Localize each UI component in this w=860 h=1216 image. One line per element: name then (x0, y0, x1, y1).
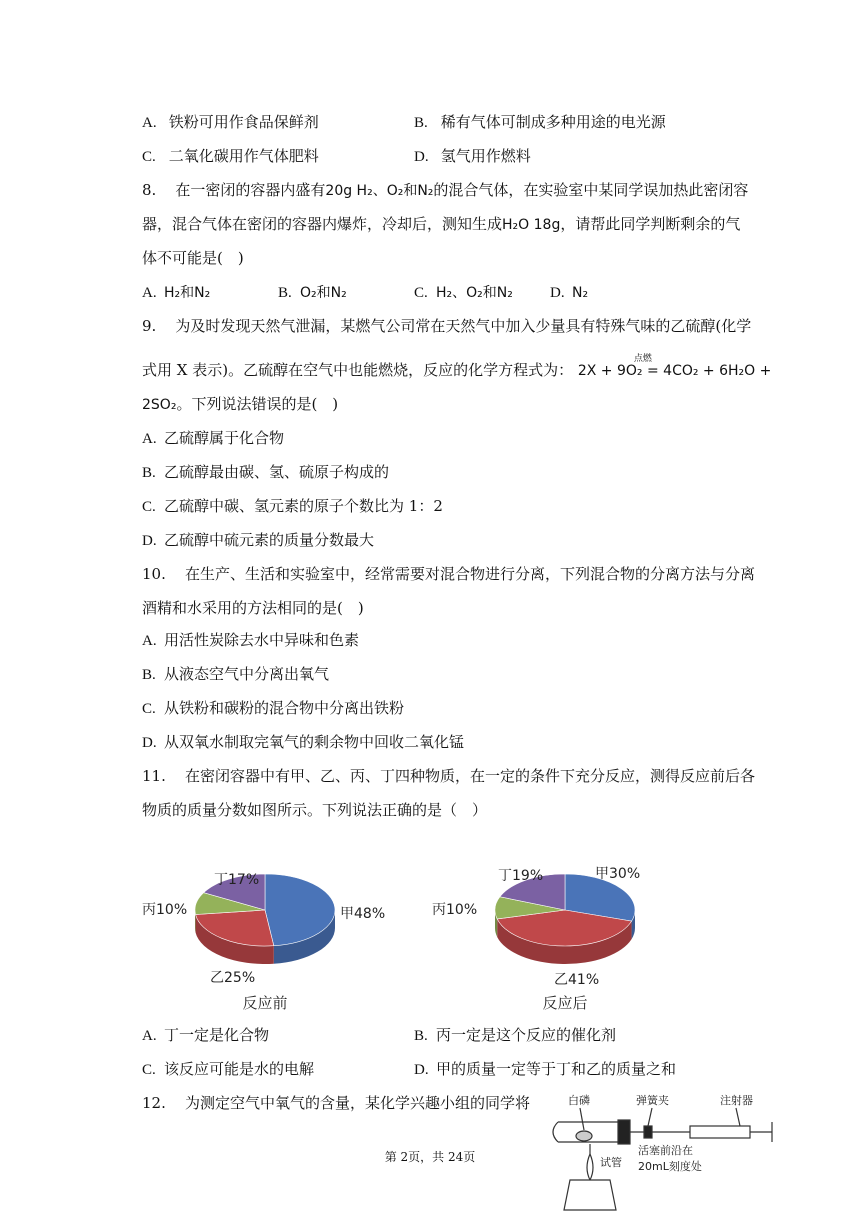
q9-equation-condition: 点燃 (633, 354, 652, 364)
q8-stem-line2 (142, 214, 740, 235)
option-label: D. (414, 1062, 429, 1078)
q9-option-a (142, 428, 284, 449)
option-label: A. (142, 115, 157, 131)
pointer-line (580, 1108, 584, 1130)
q11-option-b-text: 丙一定是这个反应的催化剂 (436, 1026, 617, 1044)
q11-option-d-text: 甲的质量一定等于丁和乙的质量之和 (436, 1060, 677, 1078)
pie-label-丁: 丁19% (498, 868, 544, 884)
q11-pie-charts (130, 850, 670, 1020)
label-piston-note-2: 20mL刻度处 (638, 1160, 702, 1173)
q8-option-c (414, 282, 513, 303)
option-label: D. (142, 533, 157, 549)
q9-option-b-text: 乙硫醇最由碳、氢、硫原子构成的 (164, 463, 390, 481)
option-label: A. (142, 1028, 157, 1044)
option-label: D. (550, 285, 565, 301)
q8-stem-line3: 体不可能是( ) (142, 249, 244, 267)
q11-option-a-text: 丁一定是化合物 (164, 1026, 270, 1044)
q9-option-d (142, 530, 374, 551)
q8-option-b-text: O₂和N₂ (300, 285, 347, 301)
option-label: C. (142, 499, 156, 515)
pie-title: 反应后 (542, 994, 588, 1012)
q9-option-a-text: 乙硫醇属于化合物 (164, 429, 285, 447)
pie-chart-before (142, 872, 385, 1012)
option-label: B. (414, 1028, 428, 1044)
label-white-phosphorus: 白磷 (568, 1094, 590, 1107)
q12-stem-line1 (142, 1093, 530, 1113)
q11-option-c-text: 该反应可能是水的电解 (164, 1060, 315, 1078)
q11-stem-line1 (142, 766, 755, 786)
q7-option-a (142, 112, 319, 133)
option-label: B. (414, 115, 428, 131)
pie-label-甲: 甲48% (340, 906, 386, 922)
q8-option-a (142, 282, 210, 303)
q7-option-a-text: 铁粉可用作食品保鲜剂 (168, 113, 319, 131)
label-test-tube: 试管 (600, 1156, 622, 1169)
q8-option-a-text: H₂和N₂ (164, 285, 211, 301)
option-label: C. (414, 285, 428, 301)
q7-option-b-text: 稀有气体可制成多种用途的电光源 (440, 113, 666, 131)
q7-option-c (142, 146, 319, 167)
q9-text: 。下列说法错误的是( ) (176, 395, 339, 413)
option-label: B. (142, 465, 156, 481)
q8-text: 在一密闭的容器内盛有 (175, 181, 326, 199)
q10-option-c (142, 698, 404, 719)
stopper (618, 1120, 630, 1144)
q8-stem-line1 (142, 180, 748, 201)
question-number: 12. (142, 1094, 166, 1112)
q10-option-c-text: 从铁粉和碳粉的混合物中分离出铁粉 (164, 699, 405, 717)
question-number: 8. (142, 181, 157, 199)
syringe-barrel (690, 1126, 750, 1138)
q10-option-b (142, 664, 329, 685)
q8-option-c-text: H₂、O₂和N₂ (436, 285, 513, 301)
pie-label-丙: 丙10% (432, 902, 478, 918)
option-label: B. (142, 667, 156, 683)
pie-title: 反应前 (242, 994, 288, 1012)
pie-label-丁: 丁17% (214, 872, 260, 888)
q7-option-d (414, 146, 531, 167)
spring-clamp (644, 1126, 652, 1138)
option-label: D. (414, 149, 429, 165)
q11-option-a (142, 1025, 269, 1046)
alcohol-lamp (564, 1180, 616, 1210)
q10-stem-line1 (142, 564, 755, 584)
q10-option-d-text: 从双氧水制取完氧气的剩余物中回收二氧化锰 (164, 733, 465, 751)
option-label: B. (278, 285, 292, 301)
q11-stem-line2: 物质的质量分数如图所示。下列说法正确的是（ ） (142, 801, 488, 819)
question-number: 11. (142, 767, 166, 785)
q9-stem-line2 (142, 354, 772, 381)
pie-chart-after (432, 866, 640, 1012)
q8-option-b (278, 282, 347, 303)
q11-option-d (414, 1059, 676, 1080)
q9-equation-text: 2X + 9O₂ = 4CO₂ + 6H₂O + (577, 363, 772, 379)
pointer-line (648, 1108, 652, 1126)
option-label: A. (142, 431, 157, 447)
pointer-line (736, 1108, 740, 1126)
option-label: A. (142, 285, 157, 301)
q8-text: 器，混合气体在密闭的容器内爆炸，冷却后，测知生成 (142, 215, 503, 233)
option-label: C. (142, 701, 156, 717)
label-syringe: 注射器 (720, 1094, 753, 1107)
q9-option-d-text: 乙硫醇中硫元素的质量分数最大 (164, 531, 375, 549)
q8-chem-mixture: 20g H₂、O₂和N₂ (325, 183, 434, 199)
q9-text: 式用 X 表示)。乙硫醇在空气中也能燃烧，反应的化学方程式为： (142, 361, 574, 379)
q7-option-d-text: 氢气用作燃料 (440, 147, 531, 165)
q9-option-b (142, 462, 389, 483)
question-number: 10. (142, 565, 166, 583)
pie-label-乙: 乙25% (210, 970, 256, 986)
q7-option-c-text: 二氧化碳用作气体肥料 (168, 147, 319, 165)
q9-option-c (142, 496, 443, 517)
q9-chem-so2: 2SO₂ (142, 397, 177, 413)
phosphorus-blob (576, 1131, 592, 1141)
option-label: C. (142, 1062, 156, 1078)
q11-text: 在密闭容器中有甲、乙、丙、丁四种物质，在一定的条件下充分反应，测得反应前后各 (184, 767, 755, 785)
q8-chem-water: H₂O 18g (502, 217, 561, 233)
q7-option-b (414, 112, 666, 133)
question-number: 9. (142, 317, 157, 335)
q8-text: 的混合气体，在实验室中某同学误加热此密闭容 (433, 181, 749, 199)
q9-option-c-text: 乙硫醇中碳、氢元素的原子个数比为 1：2 (164, 497, 443, 515)
q10-option-a-text: 用活性炭除去水中异味和色素 (164, 631, 360, 649)
q9-text: 为及时发现天然气泄漏，某燃气公司常在天然气中加入少量具有特殊气味的乙硫醇(化学 (175, 317, 752, 335)
q10-option-b-text: 从液态空气中分离出氧气 (164, 665, 330, 683)
pie-label-甲: 甲30% (595, 866, 641, 882)
q10-option-a (142, 630, 359, 651)
q11-option-b (414, 1025, 616, 1046)
q9-stem-line1 (142, 316, 751, 336)
q10-text: 在生产、生活和实验室中，经常需要对混合物进行分离，下列混合物的分离方法与分离 (184, 565, 755, 583)
q10-option-d (142, 732, 464, 753)
label-spring-clamp: 弹簧夹 (636, 1094, 669, 1107)
option-label: A. (142, 633, 157, 649)
pie-label-乙: 乙41% (554, 972, 600, 988)
q9-stem-line3 (142, 394, 338, 415)
pie-label-丙: 丙10% (142, 902, 188, 918)
page-footer: 第 2页，共 24页 (384, 1150, 476, 1164)
label-piston-note-1: 活塞前沿在 (638, 1144, 693, 1157)
q9-equation (577, 354, 772, 381)
q12-text: 为测定空气中氧气的含量，某化学兴趣小组的同学将 (184, 1094, 530, 1112)
q10-stem-line2: 酒精和水采用的方法相同的是( ) (142, 599, 364, 617)
q8-text: ，请帮此同学判断剩余的气 (560, 215, 741, 233)
option-label: C. (142, 149, 156, 165)
q8-option-d-text: N₂ (572, 285, 589, 301)
q8-option-d (550, 282, 588, 303)
q11-option-c (142, 1059, 314, 1080)
option-label: D. (142, 735, 157, 751)
